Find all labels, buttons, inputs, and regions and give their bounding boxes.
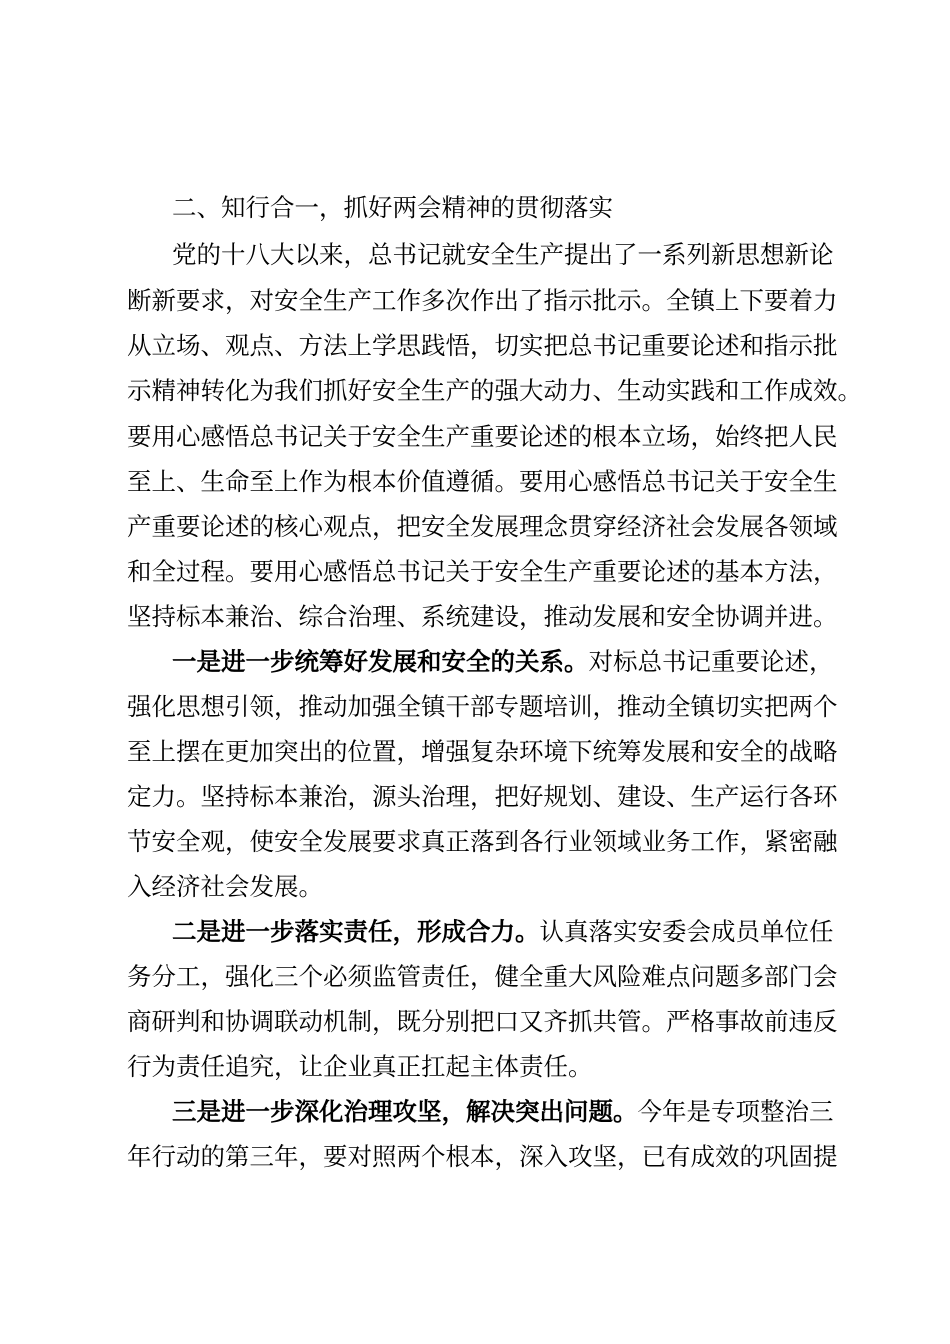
paragraph-line: 行为责任追究，让企业真正扛起主体责任。 bbox=[127, 1052, 593, 1081]
point-1-title: 一是进一步统筹好发展和安全的关系。 bbox=[172, 647, 589, 676]
paragraph-line: 年行动的第三年，要对照两个根本，深入攻坚，已有成效的巩固提 bbox=[127, 1142, 838, 1171]
point-2-title: 二是进一步落实责任，形成合力。 bbox=[172, 917, 540, 946]
point-3-first-line bbox=[172, 1097, 834, 1127]
paragraph-line: 党的十八大以来，总书记就安全生产提出了一系列新思想新论 bbox=[172, 240, 834, 269]
paragraph-line: 务分工，强化三个必须监管责任，健全重大风险难点问题多部门会 bbox=[127, 962, 838, 991]
point-2-first-line bbox=[172, 917, 834, 947]
point-1-text: 对标总书记重要论述， bbox=[588, 647, 834, 676]
paragraph-line: 定力。坚持标本兼治，源头治理，把好规划、建设、生产运行各环 bbox=[127, 782, 838, 811]
point-1-first-line bbox=[172, 647, 834, 677]
paragraph-line: 至上摆在更加突出的位置，增强复杂环境下统筹发展和安全的战略 bbox=[127, 737, 838, 766]
paragraph-line: 断新要求，对安全生产工作多次作出了指示批示。全镇上下要着力 bbox=[127, 286, 838, 315]
paragraph-line: 强化思想引领，推动加强全镇干部专题培训，推动全镇切实把两个 bbox=[127, 692, 838, 721]
paragraph-line: 至上、生命至上作为根本价值遵循。要用心感悟总书记关于安全生 bbox=[127, 467, 838, 496]
point-2-text: 认真落实安委会成员单位任 bbox=[539, 917, 834, 946]
point-3-title: 三是进一步深化治理攻坚，解决突出问题。 bbox=[172, 1097, 638, 1126]
paragraph-line: 坚持标本兼治、综合治理、系统建设，推动发展和安全协调并进。 bbox=[127, 602, 838, 631]
paragraph-line: 示精神转化为我们抓好安全生产的强大动力、生动实践和工作成效。 bbox=[127, 376, 862, 405]
paragraph-line: 节安全观，使安全发展要求真正落到各行业领域业务工作，紧密融 bbox=[127, 827, 838, 856]
point-3-text: 今年是专项整治三 bbox=[637, 1097, 834, 1126]
section-heading: 二、知行合一，抓好两会精神的贯彻落实 bbox=[172, 193, 613, 222]
paragraph-line: 和全过程。要用心感悟总书记关于安全生产重要论述的基本方法， bbox=[127, 557, 838, 586]
paragraph-line: 入经济社会发展。 bbox=[127, 872, 323, 901]
paragraph-line: 要用心感悟总书记关于安全生产重要论述的根本立场，始终把人民 bbox=[127, 422, 838, 451]
paragraph-line: 产重要论述的核心观点，把安全发展理念贯穿经济社会发展各领域 bbox=[127, 512, 838, 541]
paragraph-line: 商研判和协调联动机制，既分别把口又齐抓共管。严格事故前违反 bbox=[127, 1007, 838, 1036]
paragraph-line: 从立场、观点、方法上学思践悟，切实把总书记重要论述和指示批 bbox=[127, 331, 838, 360]
